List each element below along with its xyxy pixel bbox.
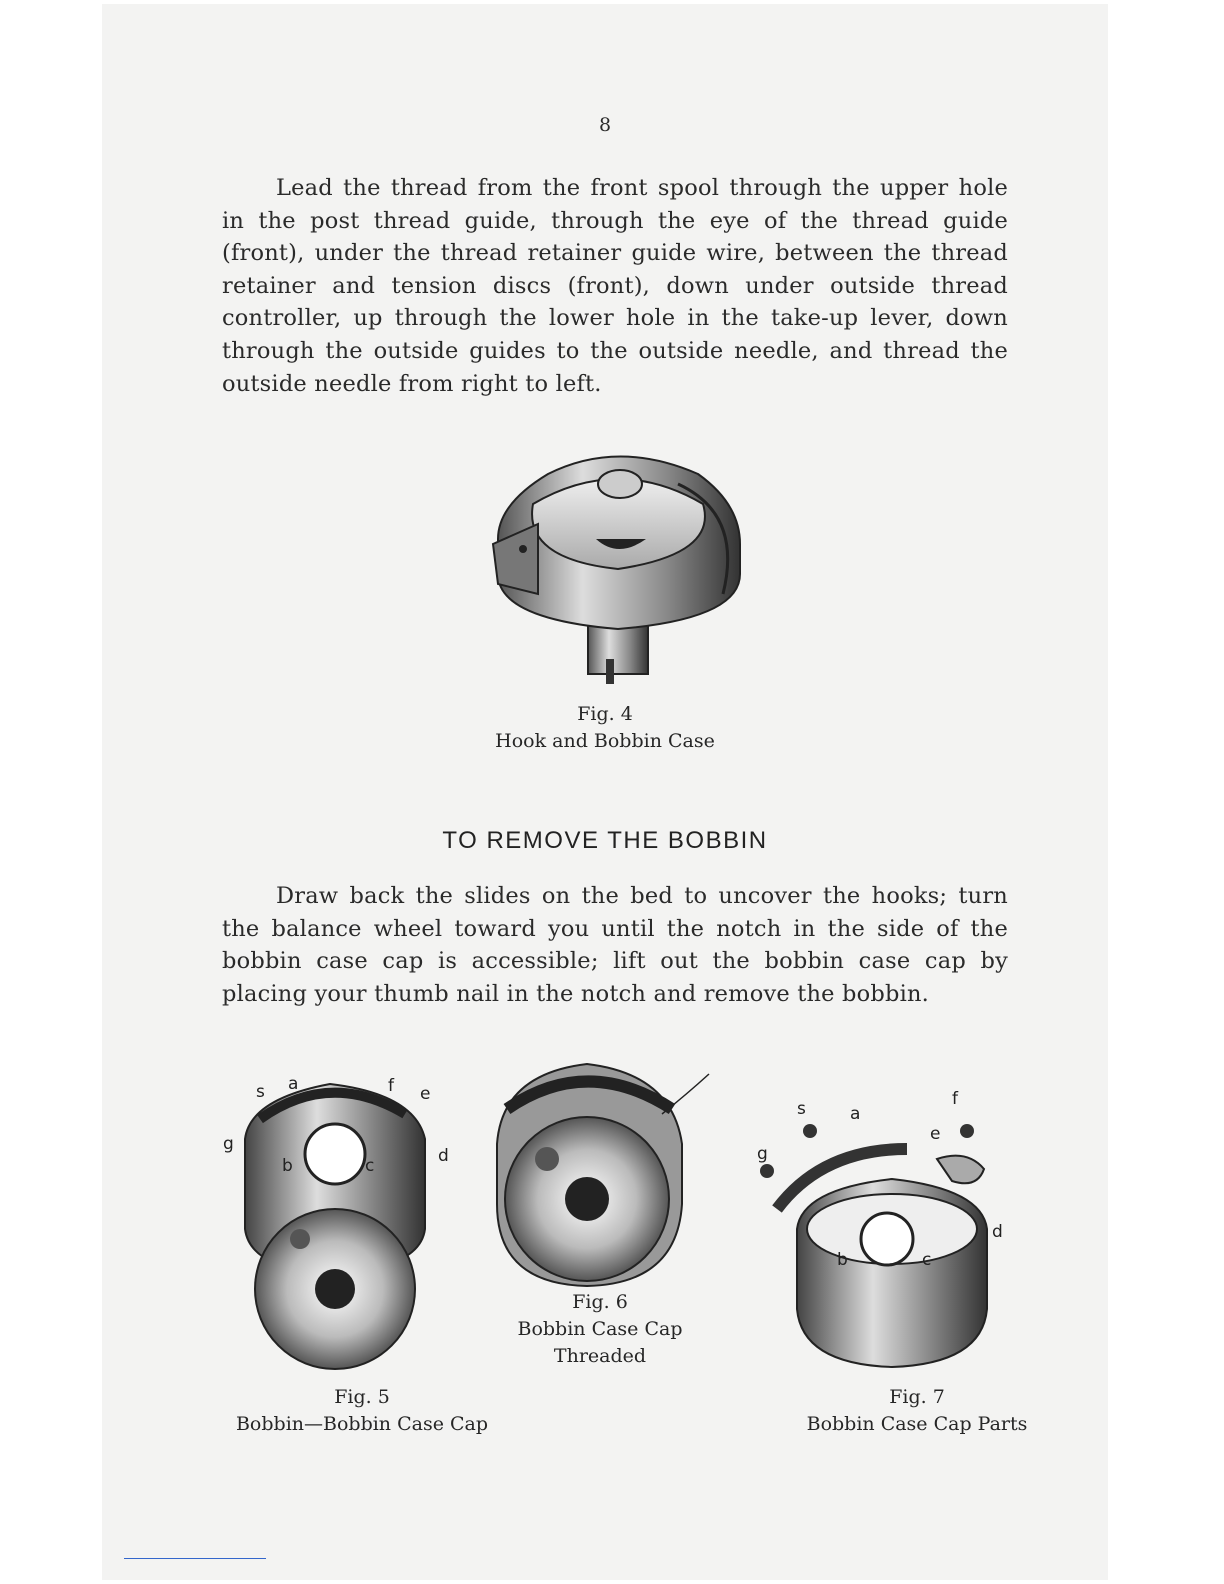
fig4-caption: [405, 701, 805, 755]
fig5-label-a: a: [288, 1074, 299, 1094]
bobbin-case-cap-illustration: [220, 1059, 456, 1379]
document-page: [102, 4, 1108, 1580]
page-number: 8: [598, 114, 612, 136]
fig5-label-g: g: [223, 1134, 234, 1154]
bobbin-case-cap-threaded-illustration: [487, 1054, 717, 1289]
footnote-rule: [124, 1558, 266, 1559]
fig5-label-e: e: [420, 1084, 431, 1104]
fig6-caption: [470, 1289, 730, 1370]
fig5-title: Bobbin—Bobbin Case Cap: [235, 1413, 489, 1435]
fig7-label-s: s: [797, 1099, 806, 1119]
fig7-label-e: e: [930, 1124, 941, 1144]
fig6-title-line1: Bobbin Case Cap: [517, 1318, 683, 1340]
fig6-label: Fig. 6: [572, 1291, 628, 1313]
fig5-label-c: c: [365, 1156, 375, 1176]
hook-bobbin-case-illustration: [478, 444, 754, 694]
fig5-label-b: b: [282, 1156, 293, 1176]
threading-paragraph: Lead the thread from the front spool through the upper hole in the post thread guide, through the eye of the thread guide (front), under the thread retainer guide wire, between the thread retainer and tension discs (front), down under outside thread controller, up through the lower hole in the take-up lever, down through the outside guides to the outside needle, and thread the outside needle from right to left.: [222, 175, 1008, 397]
bobbin-case-cap-parts-illustration: [752, 1079, 1012, 1379]
fig7-caption: [752, 1384, 1082, 1438]
fig5-label-f: f: [388, 1076, 394, 1096]
fig7-label: Fig. 7: [889, 1386, 945, 1408]
fig5-label-d: d: [438, 1146, 449, 1166]
fig7-label-b: b: [837, 1250, 848, 1270]
section-heading: TO REMOVE THE BOBBIN: [442, 827, 768, 854]
fig5-label: Fig. 5: [334, 1386, 390, 1408]
remove-bobbin-paragraph: Draw back the slides on the bed to uncover the hooks; turn the balance wheel toward you until the notch in the side of the bobbin case cap is accessible; lift out the bobbin case cap by placing your thumb nail in the notch and remove the bobbin.: [222, 883, 1008, 1007]
fig4-title: Hook and Bobbin Case: [495, 730, 715, 752]
fig7-label-d: d: [992, 1222, 1003, 1242]
fig7-label-g: g: [757, 1144, 768, 1164]
fig7-label-c: c: [922, 1250, 932, 1270]
fig4-label: Fig. 4: [577, 703, 633, 725]
fig7-title: Bobbin Case Cap Parts: [806, 1413, 1028, 1435]
fig6-title-line2: Threaded: [553, 1345, 647, 1367]
fig5-caption: [202, 1384, 522, 1438]
fig7-label-a: a: [850, 1104, 861, 1124]
fig5-label-s: s: [256, 1082, 265, 1102]
fig7-label-f: f: [952, 1089, 958, 1109]
